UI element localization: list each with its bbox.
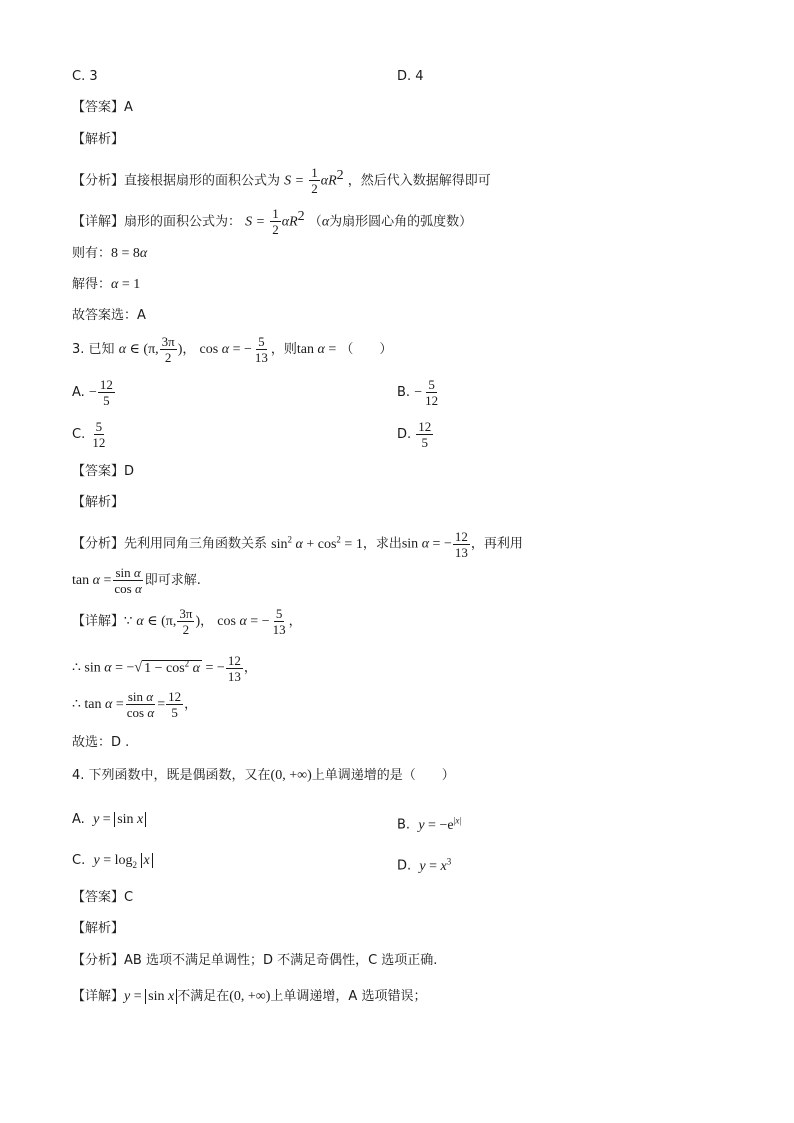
q3-conclusion: 故选：D . <box>72 735 130 750</box>
q2-conclusion: 故答案选：A <box>72 308 146 323</box>
q4-option-d: D. $y = x^3$ <box>397 856 452 874</box>
q3-fenxi-line1: 【分析】先利用同角三角函数关系 $\sin^2 \alpha + \cos^2 = 1$，求出sin α = − $\frac{12}{13}$ ，再利用 <box>72 528 523 560</box>
q4-answer: 【答案】C <box>72 890 134 905</box>
q2-fenxi-prefix: 【分析】直接根据扇形的面积公式为 <box>72 173 281 189</box>
fraction-one-half: $\frac{1}{2}$ <box>272 206 279 238</box>
q2-fenxi: 【分析】直接根据扇形的面积公式为 S = $\frac{1}{2}$ $\alpha R^2$ ，然后代入数据解得即可 <box>72 165 491 197</box>
q2-step1: 则有：8 = 8α <box>72 246 148 261</box>
q4-fenxi: 【分析】AB 选项不满足单调性；D 不满足奇偶性，C 选项正确. <box>72 953 438 968</box>
q3-option-c: C. $\frac{5}{12}$ <box>72 419 106 450</box>
q4-xiangjie: 【详解】y = sin x 不满足在(0, +∞)上单调递增，A 选项错误； <box>72 989 427 1004</box>
q2-option-d: D. 4 <box>397 69 424 84</box>
q3-option-b: B. − $\frac{5}{12}$ <box>397 377 439 408</box>
q4-option-b: B. $y = -e^{|x|}$ <box>397 815 462 833</box>
q3-option-d: D. $\frac{12}{5}$ <box>397 419 432 450</box>
q3-fenxi-line2: tan α = $\frac{\text{sin α}}{\text{cos α}}$ 即可求解. <box>72 565 201 596</box>
q3-analysis-heading: 【解析】 <box>72 495 125 510</box>
q2-xiangjie-suffix: 为扇形圆心角的弧度数） <box>329 214 473 230</box>
q4-analysis-heading: 【解析】 <box>72 921 125 936</box>
q2-xiangjie: 【详解】扇形的面积公式为： S = $\frac{1}{2}$ $\alpha R^2$ （α为扇形圆心角的弧度数） <box>72 206 473 238</box>
q3-option-a: A. − $\frac{12}{5}$ <box>72 377 113 408</box>
q4-option-a: A. y = sin x <box>72 811 146 829</box>
q3-xiangjie-line3: ∴ tan α = $\frac{\text{sin α}}{\text{cos α}}$ = $\frac{12}{5}$ ， <box>72 689 198 720</box>
q2-step2: 解得：α = 1 <box>72 277 141 292</box>
q4-stem: 4. 下列函数中，既是偶函数，又在(0, +∞)上单调递增的是（ ） <box>72 768 455 783</box>
q2-option-c: C. 3 <box>72 69 98 84</box>
q3-xiangjie-line2: ∴ sin α = −√ $1 - \cos^2 \alpha$ = − $\frac{12}{13}$ ， <box>72 652 257 684</box>
q2-xiangjie-prefix: 【详解】扇形的面积公式为： <box>72 214 242 230</box>
q3-xiangjie-line1: 【详解】∵ α ∈ (π, $\frac{3\pi}{2}$ )， cos α = − $\frac{5}{13}$ ， <box>72 606 302 637</box>
q2-fenxi-suffix: ，然后代入数据解得即可 <box>347 173 491 189</box>
q2-analysis-heading: 【解析】 <box>72 132 125 147</box>
fraction-one-half: $\frac{1}{2}$ <box>311 165 318 197</box>
q3-stem: 3. 已知 α ∈ (π, $\frac{3\pi}{2}$ )， cos α = − $\frac{5}{13}$ ，则tan α = （ ） <box>72 334 393 365</box>
q2-answer: 【答案】A <box>72 100 133 115</box>
q4-option-c: C. $y = \log_2 x$ <box>72 852 153 874</box>
q3-answer: 【答案】D <box>72 464 135 479</box>
formula-sector-area: S = <box>284 173 305 189</box>
